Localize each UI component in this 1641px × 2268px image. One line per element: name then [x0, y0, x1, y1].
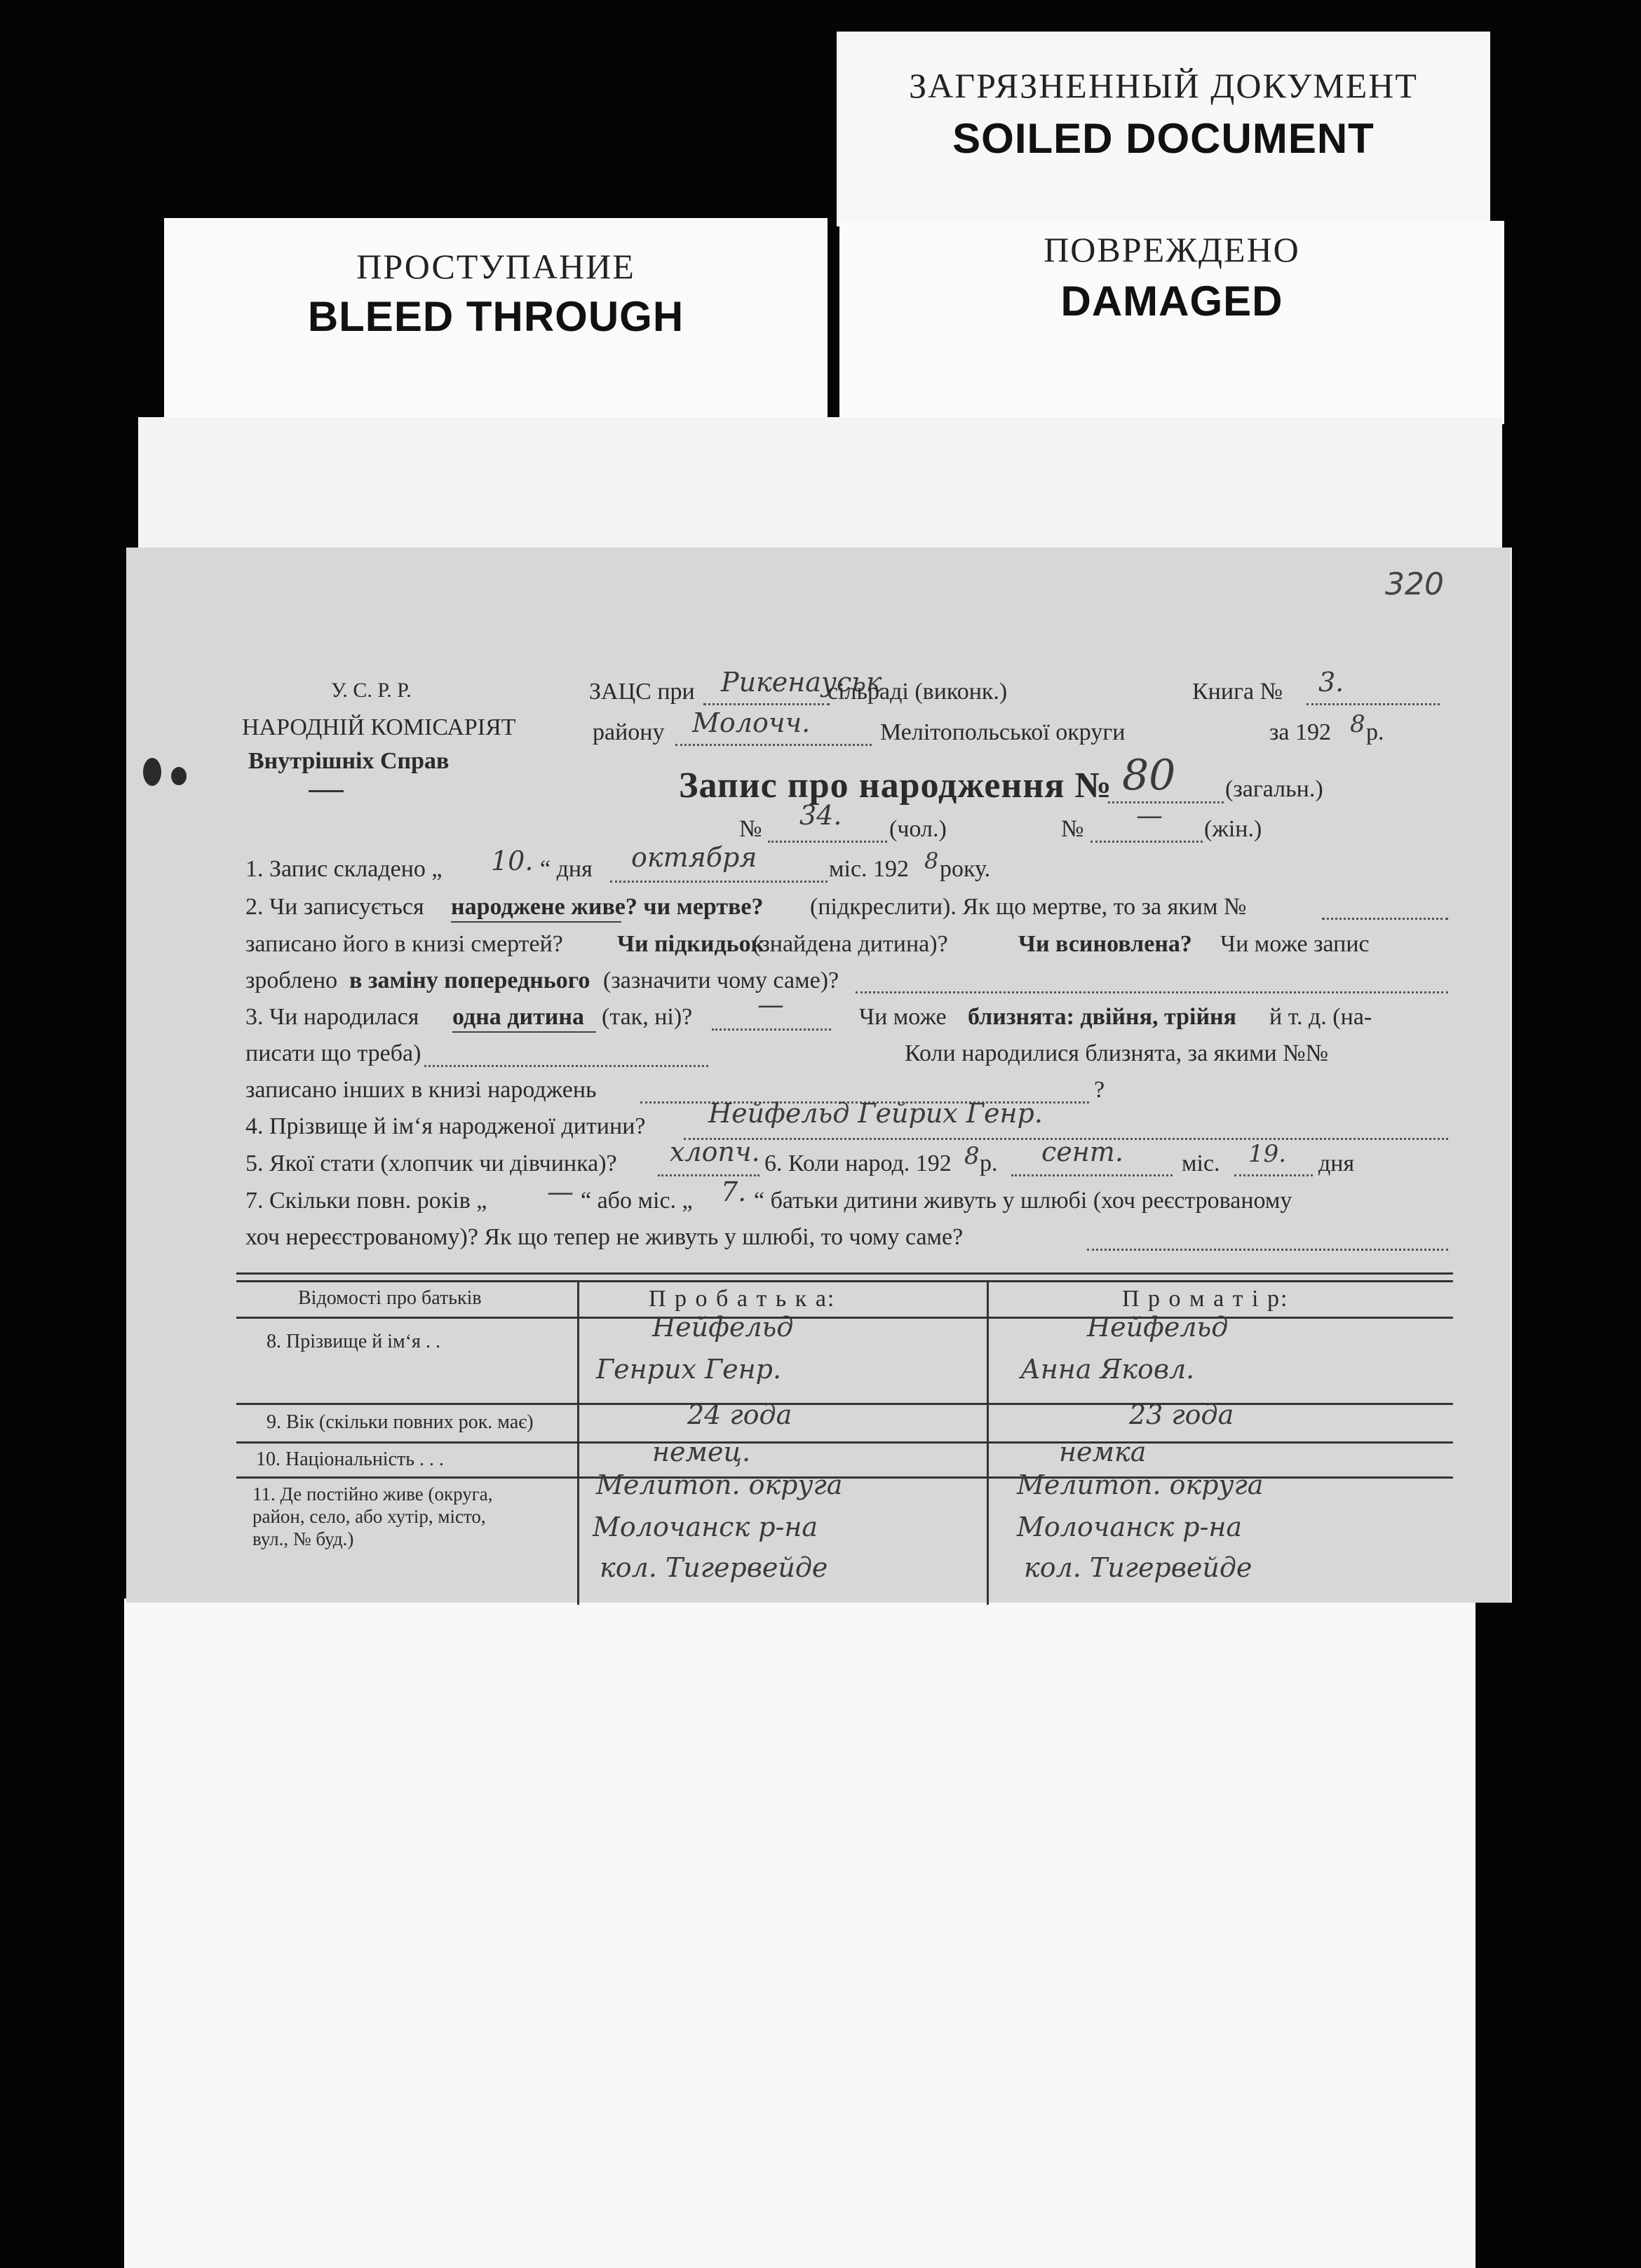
table-column-rule — [987, 1282, 989, 1605]
q1-text-d: року. — [940, 856, 991, 882]
q6-year: 8 — [964, 1142, 980, 1170]
table-rule — [236, 1317, 1453, 1319]
q2-line2-e: Чи може запис — [1220, 931, 1370, 957]
q3-line1-a: 3. Чи народилася — [245, 1004, 419, 1030]
table-rule — [236, 1403, 1453, 1405]
soiled-document-card — [837, 32, 1490, 226]
q3-single-value: — — [757, 989, 784, 1020]
fill-line — [675, 744, 872, 746]
book-label: Книга № — [1192, 679, 1283, 705]
q6-month: сент. — [1041, 1136, 1123, 1167]
table-rule — [236, 1476, 1453, 1479]
damaged-card — [839, 221, 1504, 424]
mother-age: 23 года — [1129, 1399, 1234, 1430]
q2-line2-b: Чи підкидьок — [617, 931, 765, 957]
table-rule — [236, 1280, 1453, 1282]
father-residence-okruha: Мелитоп. округа — [596, 1469, 843, 1500]
zags-suffix: сільраді (виконк.) — [828, 679, 1008, 705]
mother-residence-raion: Молочанск р-на — [1017, 1512, 1243, 1542]
q3-line2-b: Коли народилися близнята, за якими №№ — [905, 1040, 1329, 1066]
total-label: (загальн.) — [1225, 776, 1323, 802]
father-age: 24 года — [687, 1399, 792, 1430]
mother-surname: Нейфельд — [1087, 1312, 1229, 1343]
mother-residence-okruha: Мелитоп. округа — [1017, 1469, 1264, 1500]
okruha-label: Мелітопольської округи — [880, 719, 1126, 745]
year-suffix: р. — [1366, 719, 1384, 745]
father-given-name: Генрих Генр. — [596, 1354, 782, 1385]
father-residence-colony: кол. Тигервейде — [600, 1552, 828, 1583]
q3-line3-b: ? — [1094, 1077, 1105, 1103]
fill-line — [1011, 1174, 1173, 1176]
book-value: 3. — [1318, 667, 1344, 698]
mother-nationality: немка — [1059, 1437, 1147, 1467]
q7-line2: хоч нереєстрованому)? Як що тепер не живуть у шлюбі, то чому саме? — [245, 1224, 964, 1250]
year-label: за 192 — [1269, 719, 1332, 745]
q6-text-b: р. — [980, 1150, 998, 1176]
blank-backing-card — [138, 417, 1502, 557]
male-no-value: 34. — [799, 800, 842, 831]
soiled-label-en: SOILED DOCUMENT — [952, 115, 1375, 162]
district-value: Молочч. — [692, 707, 811, 738]
fill-line — [1090, 841, 1203, 843]
q3-line1-b: одна дитина — [452, 1004, 584, 1030]
fill-line — [424, 1065, 708, 1067]
fill-line — [1322, 918, 1448, 920]
female-label: (жін.) — [1204, 816, 1262, 842]
q2-line3-a: зроблено — [245, 967, 338, 993]
q7-years: — — [547, 1176, 574, 1207]
q6-day: 19. — [1248, 1140, 1287, 1168]
fill-line — [1234, 1174, 1313, 1176]
q3-line3-a: записано інших в книзі народжень — [245, 1077, 597, 1103]
underline — [451, 921, 621, 923]
q3-line1-c: (так, ні)? — [602, 1004, 693, 1030]
q3-line1-e: близнята: двійня, трійня — [968, 1004, 1237, 1030]
q3-line2-a: писати що треба) — [245, 1040, 421, 1066]
female-no-value: — — [1136, 800, 1163, 831]
q1-text-c: міс. 192 — [829, 856, 910, 882]
q7-line1-a: 7. Скільки повн. років „ — [245, 1188, 487, 1214]
archive-page-number: 320 — [1385, 566, 1444, 602]
table-header-mother: П р о м а т і р: — [1122, 1286, 1289, 1312]
damaged-label-en: DAMAGED — [1060, 278, 1283, 325]
commissariat-label: НАРОДНІЙ КОМІСАРІЯТ — [242, 714, 516, 740]
q1-year: 8 — [924, 848, 939, 874]
row-label-residence-2: район, село, або хутір, місто, — [252, 1506, 486, 1527]
q5-sex: хлопч. — [670, 1136, 760, 1167]
q7-line1-c: “ батьки дитини живуть у шлюбі (хоч реєстрованому — [754, 1188, 1292, 1214]
q2-line2-a: записано його в книзі смертей? — [245, 931, 563, 957]
row-label-residence-3: вул., № буд.) — [252, 1528, 354, 1549]
q6-text-c: міс. — [1182, 1150, 1220, 1176]
record-title: Запис про народження № — [679, 766, 1112, 806]
table-header-info: Відомості про батьків — [298, 1287, 482, 1309]
father-residence-raion: Молочанск р-на — [593, 1512, 818, 1542]
q7-line1-b: “ або міс. „ — [581, 1188, 693, 1214]
q2-line1-c: (підкреслити). Як що мертве, то за яким № — [810, 894, 1247, 920]
q1-day: 10. — [491, 846, 534, 876]
q1-text-b: “ дня — [540, 856, 593, 882]
q2-line2-c: (знайдена дитина)? — [752, 931, 948, 957]
row-label-nationality: 10. Національність . . . — [256, 1448, 445, 1470]
damaged-label-ru: ПОВРЕЖДЕНО — [1044, 230, 1300, 269]
father-nationality: немец. — [652, 1437, 751, 1467]
fill-line — [856, 991, 1448, 993]
fill-line — [1087, 1249, 1448, 1251]
bleed-through-card — [164, 218, 828, 421]
district-label: району — [593, 719, 665, 745]
row-label-residence-1: 11. Де постійно живе (округа, — [252, 1483, 493, 1505]
republic-label: У. С. Р. Р. — [331, 679, 412, 702]
fill-line — [610, 881, 828, 883]
fill-line — [703, 703, 830, 705]
divider — [309, 790, 344, 792]
female-no-prefix: № — [1061, 816, 1084, 842]
bleed-label-ru: ПРОСТУПАНИЕ — [356, 247, 635, 286]
underline — [452, 1031, 596, 1033]
soiled-label-ru: ЗАГРЯЗНЕННЫЙ ДОКУМЕНТ — [909, 66, 1418, 105]
q3-line1-f: й т. д. (на- — [1269, 1004, 1372, 1030]
table-header-father: П р о б а т ь к а: — [649, 1286, 836, 1312]
q5-text: 5. Якої стати (хлопчик чи дівчинка)? — [245, 1150, 617, 1176]
q2-line1-b: народжене живе? чи мертве? — [451, 894, 764, 920]
q4-child-name: Нейфельд Гейрих Генр. — [708, 1098, 1043, 1129]
department-label: Внутрішніх Справ — [248, 748, 450, 774]
q3-line1-d: Чи може — [859, 1004, 947, 1030]
male-no-prefix: № — [739, 816, 762, 842]
q2-line3-c: (зазначити чому саме)? — [603, 967, 839, 993]
q7-months: 7. — [721, 1176, 747, 1207]
q1-month: октября — [631, 842, 757, 873]
table-column-rule — [577, 1282, 579, 1605]
fill-line — [1108, 801, 1224, 803]
fill-line — [712, 1028, 831, 1031]
q2-line2-d: Чи всиновлена? — [1018, 931, 1192, 957]
mother-given-name: Анна Яковл. — [1020, 1354, 1195, 1385]
table-rule — [236, 1272, 1453, 1275]
backing-sheet — [124, 1598, 1475, 2268]
birth-record-form — [126, 548, 1512, 1603]
fill-line — [1306, 703, 1440, 705]
year-value: 8 — [1350, 710, 1365, 738]
male-label: (чол.) — [889, 816, 947, 842]
q1-text-a: 1. Запис складено „ — [245, 856, 443, 882]
q2-line1-a: 2. Чи записується — [245, 894, 424, 920]
q4-text: 4. Прізвище й ім‘я народженої дитини? — [245, 1113, 646, 1139]
zags-prefix: ЗАЦС при — [589, 679, 695, 705]
row-label-name: 8. Прізвище й ім‘я . . — [266, 1331, 440, 1352]
fill-line — [768, 841, 887, 843]
mother-residence-colony: кол. Тигервейде — [1024, 1552, 1252, 1583]
father-surname: Нейфельд — [652, 1312, 794, 1343]
zags-value: Рикенауськ — [721, 667, 882, 698]
record-number: 80 — [1122, 751, 1176, 800]
q6-text-d: дня — [1318, 1150, 1355, 1176]
bleed-label-en: BLEED THROUGH — [307, 293, 684, 340]
table-rule — [236, 1441, 1453, 1444]
q2-line3-b: в заміну попереднього — [349, 967, 590, 993]
punch-hole — [143, 758, 161, 786]
punch-hole — [171, 767, 187, 785]
q6-text-a: 6. Коли народ. 192 — [764, 1150, 952, 1176]
row-label-age: 9. Вік (скільки повних рок. має) — [266, 1411, 534, 1433]
